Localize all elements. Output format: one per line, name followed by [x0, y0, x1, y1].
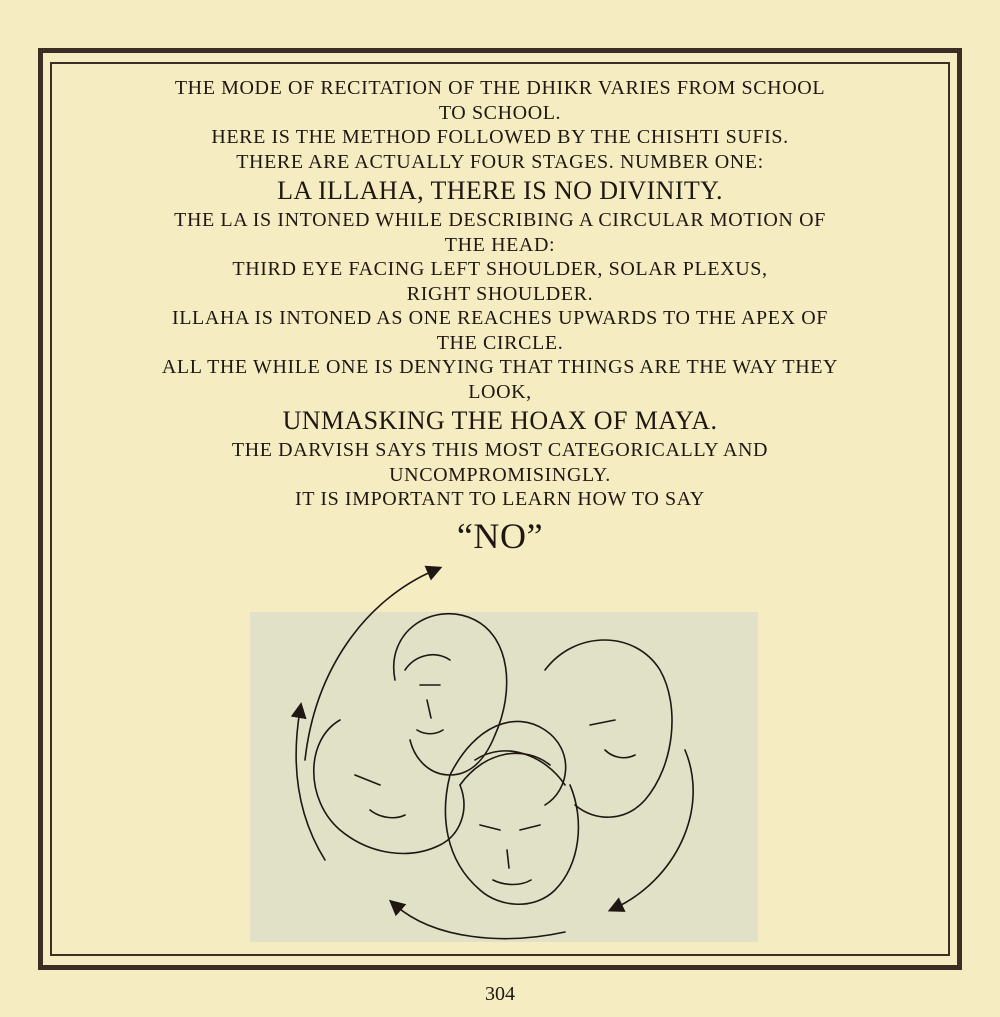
text-line: LA ILLAHA, THERE IS NO DIVINITY.	[277, 176, 723, 205]
text-line: THE DARVISH SAYS THIS MOST CATEGORICALLY AND	[231, 439, 769, 461]
page-number: 304	[485, 983, 515, 1005]
text-line: THE LA IS INTONED WHILE DESCRIBING A CIRCULAR MOTION OF	[174, 209, 826, 231]
text-line: THERE ARE ACTUALLY FOUR STAGES. NUMBER ONE:	[236, 150, 764, 173]
text-line: RIGHT SHOULDER.	[406, 282, 594, 305]
text-line: THE CIRCLE.	[436, 331, 564, 354]
text-line: ALL THE WHILE ONE IS DENYING THAT THINGS ARE THE WAY THEY	[161, 356, 839, 378]
text-line: HERE IS THE METHOD FOLLOWED BY THE CHISHTI SUFIS.	[211, 126, 789, 148]
text-line: TO SCHOOL.	[438, 101, 562, 124]
text-line: UNMASKING THE HOAX OF MAYA.	[282, 406, 718, 435]
text-line: IT IS IMPORTANT TO LEARN HOW TO SAY	[295, 488, 705, 510]
text-line: UNCOMPROMISINGLY.	[389, 463, 611, 486]
text-line: LOOK,	[468, 380, 532, 403]
text-line: THE HEAD:	[444, 233, 556, 256]
rotating-heads-illustration	[245, 560, 765, 950]
text-line: THE MODE OF RECITATION OF THE DHIKR VARIES FROM SCHOOL	[174, 77, 826, 99]
text-line: THIRD EYE FACING LEFT SHOULDER, SOLAR PLEXUS,	[232, 258, 768, 280]
text-line: ILLAHA IS INTONED AS ONE REACHES UPWARDS TO THE APEX OF	[171, 307, 829, 329]
text-line: “NO”	[456, 515, 544, 556]
body-text	[70, 76, 930, 558]
